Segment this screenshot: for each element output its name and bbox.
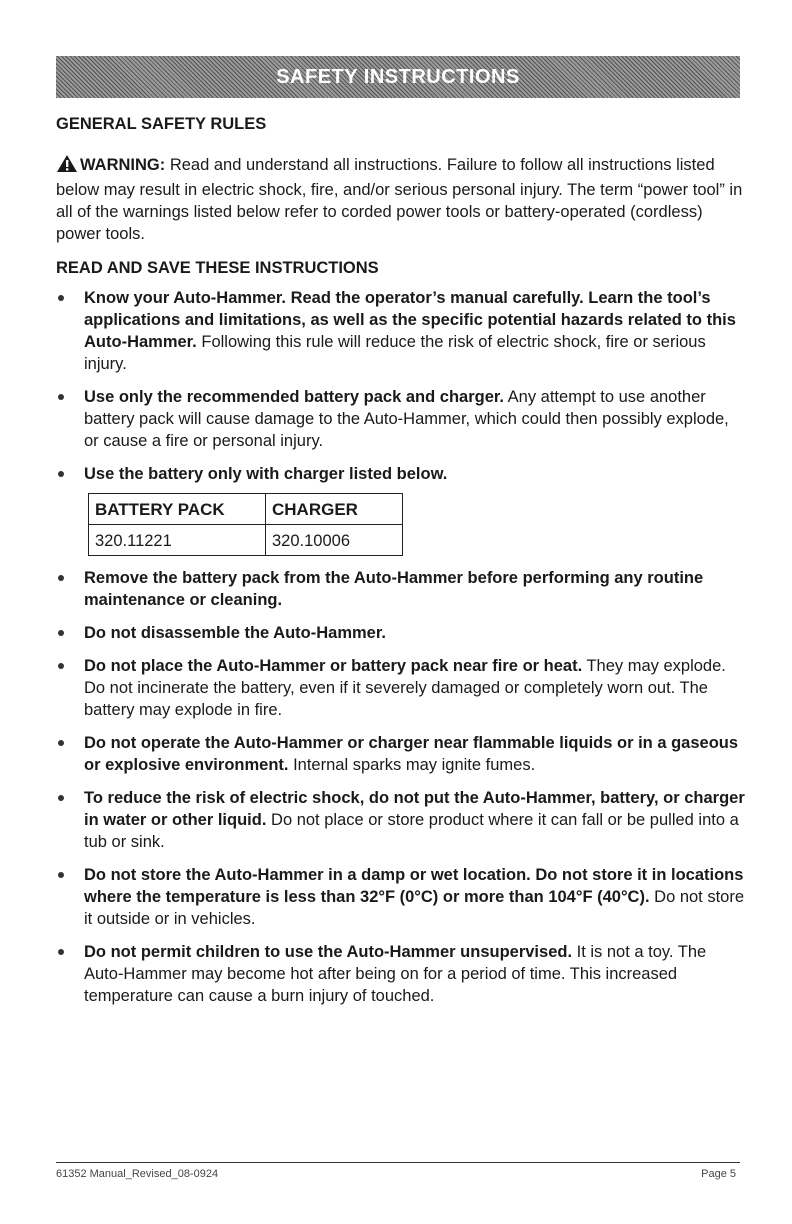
footer-divider bbox=[56, 1162, 740, 1163]
bullet-icon bbox=[58, 394, 64, 400]
table-row bbox=[89, 525, 403, 556]
table-header-battery: BATTERY PACK bbox=[89, 494, 266, 525]
item-bold-text: To reduce the risk of electric shock, do not put the Auto-Hammer, battery, or charger in water or other liquid. bbox=[84, 789, 745, 829]
item-text: Do not store it outside or in vehicles. bbox=[84, 888, 745, 928]
item-bold-text: Do not disassemble the Auto-Hammer. bbox=[84, 624, 386, 642]
item-text: Following this rule will reduce the risk of electric shock, fire or serious injury. bbox=[84, 333, 706, 373]
warning-triangle-icon bbox=[56, 154, 78, 179]
list-item bbox=[56, 463, 746, 485]
bullet-icon bbox=[58, 471, 64, 477]
read-save-heading: READ AND SAVE THESE INSTRUCTIONS bbox=[56, 259, 379, 277]
battery-charger-table bbox=[88, 493, 403, 556]
bullet-list-top bbox=[56, 287, 746, 485]
footer-page-number: Page 5 bbox=[701, 1168, 736, 1180]
item-bold-text: Use only the recommended battery pack and charger. bbox=[84, 388, 504, 406]
bullet-icon bbox=[58, 740, 64, 746]
table-cell-charger: 320.10006 bbox=[266, 525, 403, 556]
warning-paragraph bbox=[56, 154, 746, 245]
bullet-icon bbox=[58, 949, 64, 955]
item-text: Any attempt to use another battery pack will cause damage to the Auto-Hammer, which could then possibly explode, or cause a fire or personal injury. bbox=[84, 388, 729, 450]
section-banner bbox=[56, 56, 740, 98]
list-item bbox=[56, 622, 746, 644]
item-bold-text: Know your Auto-Hammer. Read the operator’s manual carefully. Learn the tool’s applications and limitations, as well as the specific potential hazards related to this Auto-Hammer. bbox=[84, 289, 736, 351]
banner-title: SAFETY INSTRUCTIONS bbox=[276, 65, 520, 88]
general-safety-heading: GENERAL SAFETY RULES bbox=[56, 115, 267, 133]
bullet-icon bbox=[58, 872, 64, 878]
bullet-icon bbox=[58, 575, 64, 581]
item-bold-text: Do not permit children to use the Auto-Hammer unsupervised. bbox=[84, 943, 573, 961]
footer-document-id: 61352 Manual_Revised_08-0924 bbox=[56, 1168, 219, 1180]
item-text: It is not a toy. The Auto-Hammer may become hot after being on for a period of time. This increased temperature can cause a burn injury of touched. bbox=[84, 943, 707, 1005]
list-item bbox=[56, 567, 746, 611]
item-text: Do not place or store product where it can fall or be pulled into a tub or sink. bbox=[84, 811, 739, 851]
item-bold-text: Do not operate the Auto-Hammer or charger near flammable liquids or in a gaseous or explosive environment. bbox=[84, 734, 739, 774]
bullet-list-bottom bbox=[56, 567, 746, 1007]
list-item bbox=[56, 386, 746, 452]
list-item bbox=[56, 941, 746, 1007]
bullet-icon bbox=[58, 795, 64, 801]
warning-label: WARNING: bbox=[80, 156, 166, 174]
main-content bbox=[56, 115, 746, 1018]
bullet-icon bbox=[58, 295, 64, 301]
item-bold-text: Remove the battery pack from the Auto-Hammer before performing any routine maintenance or cleaning. bbox=[84, 569, 704, 609]
list-item bbox=[56, 787, 746, 853]
battery-charger-table-wrap bbox=[88, 493, 746, 556]
item-text: They may explode. Do not incinerate the battery, even if it severely damaged or completely worn out. The battery may explode in fire. bbox=[84, 657, 726, 719]
list-item bbox=[56, 732, 746, 776]
item-bold-text: Do not place the Auto-Hammer or battery pack near fire or heat. bbox=[84, 657, 583, 675]
item-bold-text: Use the battery only with charger listed below. bbox=[84, 465, 448, 483]
table-cell-battery: 320.11221 bbox=[89, 525, 266, 556]
item-bold-text: Do not store the Auto-Hammer in a damp or wet location. Do not store it in locations where the temperature is less than 32°F (0°C) or more than 104°F (40°C). bbox=[84, 866, 744, 906]
bullet-icon bbox=[58, 630, 64, 636]
list-item bbox=[56, 287, 746, 375]
list-item bbox=[56, 864, 746, 930]
list-item bbox=[56, 655, 746, 721]
table-header-row bbox=[89, 494, 403, 525]
item-text: Internal sparks may ignite fumes. bbox=[288, 756, 536, 774]
warning-text: Read and understand all instructions. Failure to follow all instructions listed below may result in electric shock, fire, and/or serious personal injury. The term “power tool” in all of the warnings listed below refer to corded power tools or battery-operated (cordless) power tools. bbox=[56, 156, 743, 243]
bullet-icon bbox=[58, 663, 64, 669]
table-header-charger: CHARGER bbox=[266, 494, 403, 525]
